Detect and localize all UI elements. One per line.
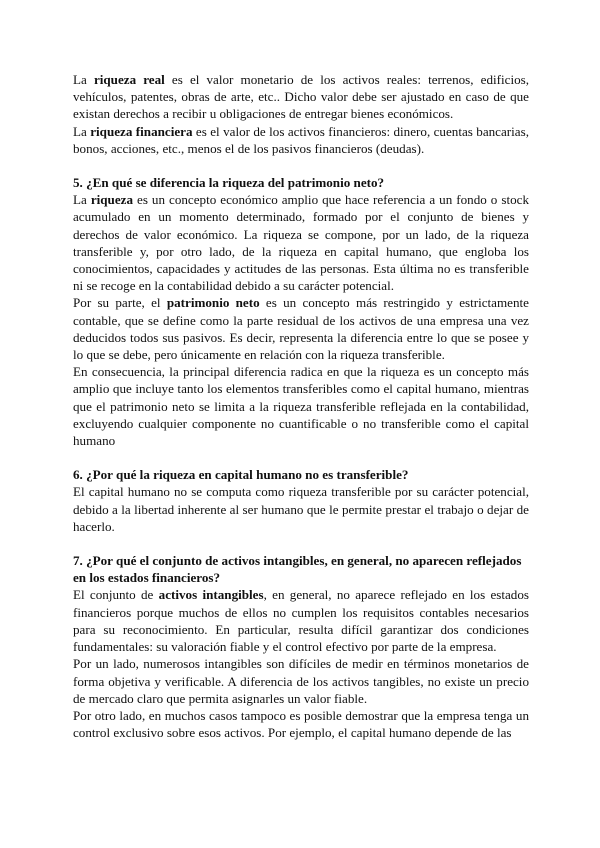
bold-term: riqueza real [93, 72, 165, 87]
paragraph-consecuencia [73, 363, 529, 449]
text-run: En consecuencia, la principal diferencia radica en que la riqueza es un concepto más amplio que incluye tanto los elementos transferibles como el capital humano, mientras que el patrimonio neto se limita a la riqueza transferible reflejada en la contabilidad, excluyendo cualquier componente no cuantificable o no transferible como el capital humano [73, 364, 529, 449]
text-run: , en general, no aparece reflejado en los estados financieros porque muchos de ellos no cumplen los requisitos contables necesarios para su reconocimiento. En particular, resulta difícil garantizar dos condiciones fundamentales: su valoración fiable y el control efectivo por parte de la empresa. [73, 587, 529, 655]
question-5-heading: 5. ¿En qué se diferencia la riqueza del patrimonio neto? [73, 175, 385, 191]
text-run: Por otro lado, en muchos casos tampoco es posible demostrar que la empresa tenga un control exclusivo sobre esos activos. Por ejemplo, el capital humano depende de las [73, 707, 529, 741]
text-run: La [73, 72, 94, 87]
text-run: es el valor de los activos financieros: dinero, cuentas bancarias, bonos, acciones, etc., menos el de los pasivos financieros (deudas). [73, 123, 529, 156]
paragraph-riqueza-definicion [73, 191, 529, 294]
bold-term: riqueza financiera [90, 123, 193, 139]
text-run: es un concepto más restringido y estrictamente contable, que se define como la parte residual de los activos de una empresa una vez deducidos todos sus pasivos. Es decir, representa la diferencia entre lo que se posee y lo que se debe, pero únicamente en relación con la riqueza transferible. [73, 295, 529, 363]
question-6-heading: 6. ¿Por qué la riqueza en capital humano no es transferible? [73, 467, 409, 483]
bold-term: activos intangibles [158, 587, 264, 603]
paragraph-riqueza-real [73, 71, 529, 123]
text-run: es un concepto económico amplio que hace referencia a un fondo o stock acumulado en un momento determinado, formado por el conjunto de bienes y derechos de valor económico. La riqueza se compone, por un lado, de la riqueza transferible y, por otro lado, de la riqueza en capital humano, que engloba los conocimientos, capacidades y actitudes de las personas. Esta última no es transferible ni se recoge en la contabilidad debido a su carácter potencial. [73, 192, 529, 294]
bold-term: patrimonio neto [166, 295, 260, 311]
paragraph-medicion-intangibles [73, 655, 529, 707]
text-run: Por su parte, el [73, 295, 167, 311]
paragraph-patrimonio-neto [73, 294, 529, 363]
text-run: El conjunto de [73, 587, 159, 603]
paragraph-activos-intangibles [73, 586, 529, 655]
text-run: La [73, 123, 91, 139]
paragraph-riqueza-financiera [73, 123, 529, 157]
document-page [73, 71, 529, 741]
question-7-heading: 7. ¿Por qué el conjunto de activos intangibles, en general, no aparecen reflejados en los estados financieros? [73, 553, 522, 586]
paragraph-capital-humano [73, 483, 529, 535]
text-run: Por un lado, numerosos intangibles son difíciles de medir en términos monetarios de forma objetiva y verificable. A diferencia de los activos tangibles, no existe un precio de mercado claro que permita asignarles un valor fiable. [73, 656, 529, 706]
paragraph-control-intangibles [73, 707, 529, 741]
text-run: es el valor monetario de los activos reales: terrenos, edificios, vehículos, patentes, obras de arte, etc.. Dicho valor debe ser ajustado en caso de que existan derechos a recibir u obligaciones de entregar bienes económicos. [73, 72, 530, 122]
text-run: La [73, 192, 91, 208]
bold-term: riqueza [90, 192, 134, 208]
text-run: El capital humano no se computa como riqueza transferible por su carácter potencial, debido a la libertad inherente al ser humano que le permite prestar el trabajo o dejar de hacerlo. [73, 484, 529, 534]
